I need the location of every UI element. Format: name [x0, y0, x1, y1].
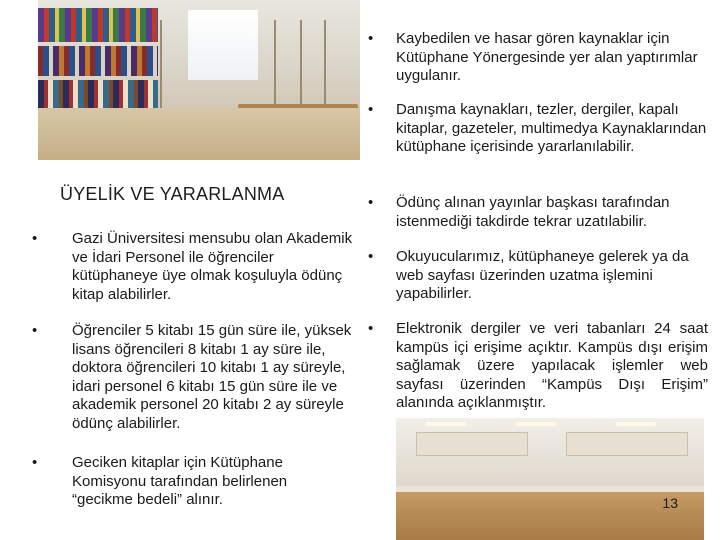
bullet: • [32, 322, 38, 339]
bullet: • [368, 101, 374, 118]
list-item-text: Okuyucularımız, kütüphaneye gelerek ya da web sayfası üzerinden uzatma işlemini yapabilirler. [396, 248, 689, 302]
list-item [32, 454, 342, 510]
bullet: • [368, 248, 374, 265]
bullet: • [368, 30, 374, 47]
right-bullet-list [368, 101, 714, 157]
bullet: • [368, 194, 374, 211]
bullet: • [32, 454, 38, 471]
right-bullet-list [368, 248, 714, 304]
left-bullet-list [32, 454, 342, 510]
list-item [32, 322, 362, 433]
list-item [368, 30, 714, 86]
right-bullet-list [368, 194, 714, 231]
page-number: 13 [662, 495, 678, 511]
left-bullet-list [32, 230, 362, 304]
list-item-text: Gazi Üniversitesi mensubu olan Akademik ve İdari Personel ile öğrenciler kütüphaneye üye olmak koşuluyla ödünç kitap alabilirler. [72, 230, 353, 303]
list-item-text: Geciken kitaplar için Kütüphane Komisyonu tarafından belirlenen “gecikme bedeli” alınır. [72, 454, 288, 508]
bookshelf-row [38, 8, 158, 42]
list-item-text: Danışma kaynakları, tezler, dergiler, kapalı kitaplar, gazeteler, multimedya Kaynaklarından kütüphane içerisinde yararlanılabilir. [396, 101, 707, 155]
list-item [368, 101, 714, 157]
left-bullet-list [32, 322, 362, 433]
bullet: • [32, 230, 38, 247]
right-bullet-list [368, 320, 708, 413]
bookshelf-row [38, 80, 158, 110]
right-bullet-list [368, 30, 714, 86]
list-item-text: Öğrenciler 5 kitabı 15 gün süre ile, yüksek lisans öğrencileri 8 kitabı 1 ay süre ile, doktora öğrencileri 10 kitabı 1 ay süreyle, idari personel 6 kitabı 15 gün süre ile ve akademik personel 20 kitabı 2 ay süreyle ödünç alabilirler. [72, 322, 352, 432]
section-heading: ÜYELİK VE YARARLANMA [60, 184, 285, 204]
list-item-text: Ödünç alınan yayınlar başkası tarafından istenmediği takdirde tekrar uzatılabilir. [396, 194, 670, 230]
list-item [32, 230, 362, 304]
list-item-text: Kaybedilen ve hasar gören kaynaklar için Kütüphane Yönergesinde yer alan yaptırımlar uygulanır. [396, 30, 698, 84]
library-circulation-desk-photo [396, 418, 704, 540]
library-reading-room-photo [38, 0, 360, 160]
floor [38, 108, 360, 160]
list-item [368, 194, 714, 231]
list-item [368, 248, 714, 304]
bookshelf-row [38, 46, 158, 76]
service-counter [396, 492, 704, 540]
window [188, 10, 258, 80]
list-item [368, 320, 708, 413]
bullet: • [368, 320, 374, 337]
list-item-text: Elektronik dergiler ve veri tabanları 24 saat kampüs içi erişime açıktır. Kampüs dışı erişim sağlamak üzere yapılacak işlemler web sayfası üzerinden “Kampüs Dışı Erişim” alanında açıklanmıştır. [396, 320, 708, 411]
